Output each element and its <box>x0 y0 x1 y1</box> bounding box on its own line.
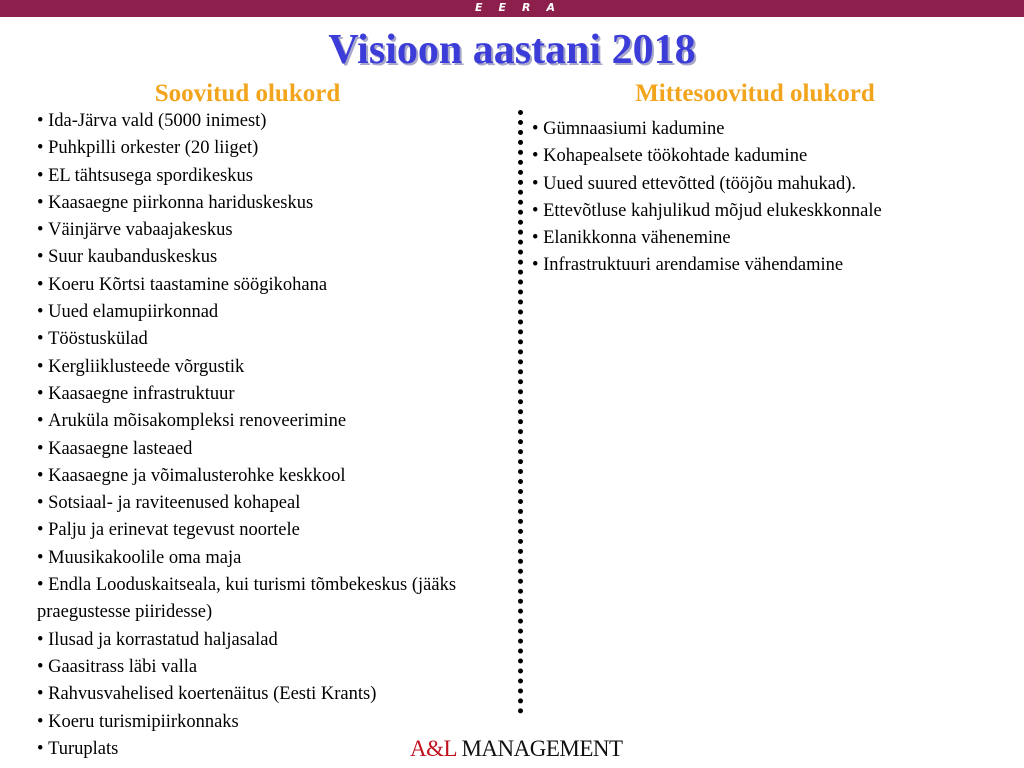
list-item: • Endla Looduskaitseala, kui turismi tõmbekeskus (jääks praegustesse piiridesse) <box>37 572 492 627</box>
list-item: • Uued elamupiirkonnad <box>37 299 507 326</box>
slide-title: Visioon aastani 2018 <box>328 27 696 73</box>
list-item: • Palju ja erinevat tegevust noortele <box>37 517 507 544</box>
eera-logo: EERA <box>475 1 572 14</box>
desired-heading: Soovitud olukord <box>154 80 341 107</box>
list-item: • Infrastruktuuri arendamise vähendamine <box>532 252 1012 279</box>
al-management-logo <box>410 736 623 762</box>
list-item: • Gümnaasiumi kadumine <box>532 116 1012 143</box>
list-item: • Väinjärve vabaajakeskus <box>37 217 507 244</box>
logo-al: A&L <box>410 736 457 761</box>
list-item: • Muusikakoolile oma maja <box>37 545 507 572</box>
list-item: • Turuplats <box>37 736 507 763</box>
list-item: • Puhkpilli orkester (20 liiget) <box>37 135 507 162</box>
list-item: • Kaasaegne piirkonna hariduskeskus <box>37 190 507 217</box>
list-item: • Kergliiklusteede võrgustik <box>37 354 507 381</box>
list-item: • Elanikkonna vähenemine <box>532 225 1012 252</box>
list-item: • Ilusad ja korrastatud haljasalad <box>37 627 507 654</box>
list-item: • Gaasitrass läbi valla <box>37 654 507 681</box>
list-item: • Tööstuskülad <box>37 326 507 353</box>
list-item: • Rahvusvahelised koertenäitus (Eesti Krants) <box>37 681 507 708</box>
list-item: • Kaasaegne ja võimalusterohke keskkool <box>37 463 507 490</box>
list-item: • Suur kaubanduskeskus <box>37 244 507 271</box>
list-item: • Aruküla mõisakompleksi renoveerimine <box>37 408 507 435</box>
list-item: • Kohapealsete töökohtade kadumine <box>532 143 1012 170</box>
list-item: • EL tähtsusega spordikeskus <box>37 163 507 190</box>
header-bar <box>0 0 1024 17</box>
list-item: • Koeru turismipiirkonnaks <box>37 709 507 736</box>
list-item: • Uued suured ettevõtted (tööjõu mahukad). <box>532 171 1012 198</box>
list-item: • Kaasaegne lasteaed <box>37 436 507 463</box>
column-divider <box>518 110 523 714</box>
undesired-list <box>532 116 1012 280</box>
logo-management: MANAGEMENT <box>456 736 623 761</box>
list-item: • Sotsiaal- ja raviteenused kohapeal <box>37 490 507 517</box>
list-item: • Koeru Kõrtsi taastamine söögikohana <box>37 272 507 299</box>
desired-list <box>37 108 507 763</box>
list-item: • Ettevõtluse kahjulikud mõjud elukeskkonnale <box>532 198 1012 225</box>
list-item: • Ida-Järva vald (5000 inimest) <box>37 108 507 135</box>
list-item: • Kaasaegne infrastruktuur <box>37 381 507 408</box>
undesired-heading: Mittesoovitud olukord <box>635 80 875 107</box>
